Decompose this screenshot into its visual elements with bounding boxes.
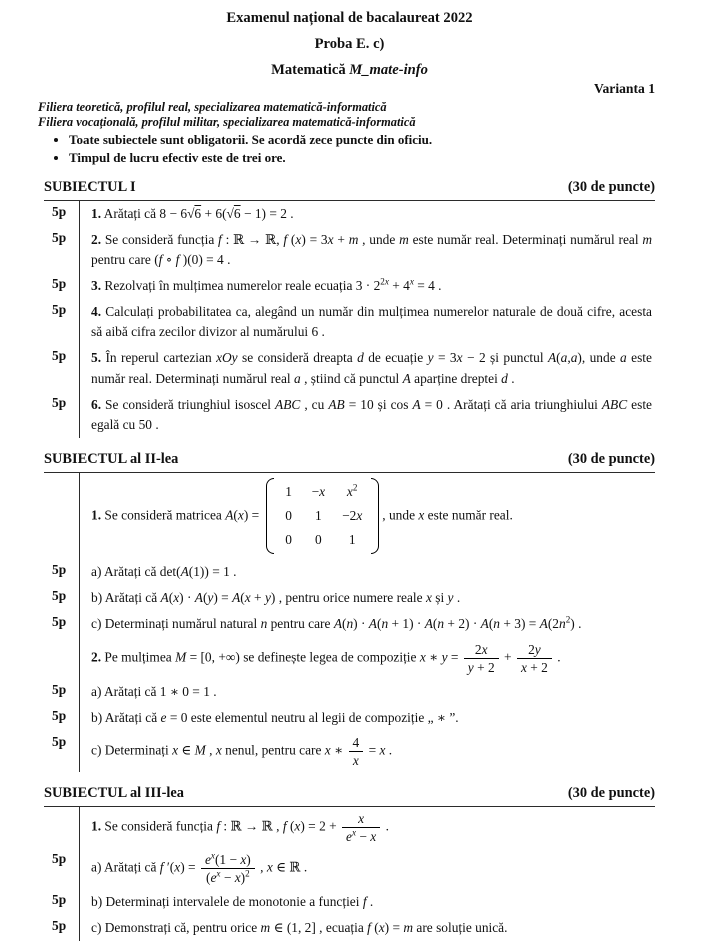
problem-row xyxy=(44,638,655,679)
math-italic: y xyxy=(264,590,271,606)
superscript xyxy=(211,850,215,860)
fraction xyxy=(349,735,364,768)
points-cell: 5p xyxy=(52,588,67,604)
problem-text: a) Arătați că 1 ∗ 0 = 1 . xyxy=(79,679,655,705)
fraction-numerator: $e^x(1 - x)$ xyxy=(201,852,255,869)
math-italic: x xyxy=(294,818,301,834)
math-italic: n xyxy=(346,616,354,632)
math-italic: m xyxy=(399,231,409,247)
text-span xyxy=(342,482,362,502)
math-italic: e xyxy=(160,709,167,725)
fraction xyxy=(517,642,552,675)
math-italic: e xyxy=(204,851,211,867)
math-italic: ABC xyxy=(275,396,301,412)
bold-text: 5. xyxy=(91,350,102,366)
problem-text: 1. Se consideră funcția f : ℝ → ℝ , f (x) = 2 + $\frac{x}{e^x - x}$ . xyxy=(79,807,655,848)
problem-row xyxy=(44,611,655,637)
math-italic: y xyxy=(534,641,541,657)
math-italic: n xyxy=(493,616,500,632)
problem-text: c) Determinați x ∈ M , x nenul, pentru care x ∗ $\frac{4}{x}$ = x . xyxy=(79,731,655,772)
points-cell: 5p xyxy=(52,229,67,245)
points-cell: 5p xyxy=(52,394,67,410)
problem-text: 4. Calculați probabilitatea ca, alegând un număr din mulțimea numerelor naturale de două cifre, acesta să aibă cifra zecilor divizor al numărului 6 . xyxy=(79,299,655,345)
text-span: 0 xyxy=(285,532,292,548)
bold-text: 1. xyxy=(91,507,102,523)
subject-header xyxy=(44,451,655,468)
text-span: 1 xyxy=(314,507,322,523)
math-italic: x xyxy=(352,752,359,768)
math-italic: x xyxy=(358,810,365,826)
problem-text: 3. Rezolvați în mulțimea numerelor reale ecuația $3 \cdot 2^{2x} + 4^x = 4$ . xyxy=(79,273,655,299)
math-italic: f xyxy=(216,818,221,834)
math-italic: ABC xyxy=(601,396,628,412)
problem-row xyxy=(44,807,655,848)
text-span: 1 xyxy=(348,532,356,548)
points-cell: 5p xyxy=(52,276,67,292)
subject-title: SUBIECTUL al II-lea xyxy=(44,450,179,467)
bold-text: 4. xyxy=(91,304,102,320)
math-italic: d xyxy=(501,370,508,386)
math-italic: A xyxy=(333,616,342,632)
bold-text: 1. xyxy=(91,818,102,834)
fraction xyxy=(342,811,380,844)
math-italic: A xyxy=(539,616,548,632)
points-cell: 5p xyxy=(52,614,67,630)
math-italic: x xyxy=(244,590,251,606)
math-italic: n xyxy=(260,616,268,632)
math-italic: x xyxy=(418,507,425,523)
subject-points: (30 de puncte) xyxy=(567,784,655,801)
math-italic: f xyxy=(158,251,163,267)
math-italic: y xyxy=(467,659,474,675)
fraction-denominator: $(e^x - x)^2$ xyxy=(206,868,250,885)
instruction-item-2: • Timpul de lucru efectiv este de trei ore. xyxy=(69,150,655,166)
math-italic: f xyxy=(175,251,180,267)
problem-text: c) Determinați numărul natural n pentru care $A(n) \cdot A(n + 1) \cdot A(n + 2) \cdot A(n + 3) = A(2n^2)$ . xyxy=(79,611,655,637)
problem-row xyxy=(44,201,655,227)
math-italic: x xyxy=(520,659,527,675)
math-italic: y xyxy=(207,590,214,606)
points-cell: 5p xyxy=(52,707,67,723)
math-italic: m xyxy=(348,231,359,247)
math-italic: x xyxy=(419,649,426,665)
subject-points: (30 de puncte) xyxy=(567,178,655,195)
instruction-item-1: • Toate subiectele sunt obligatorii. Se acordă zece puncte din oficiu. xyxy=(69,132,655,148)
points-cell xyxy=(44,473,79,559)
sqrt-radicand: 6 xyxy=(194,205,202,221)
math-italic: y xyxy=(441,649,448,665)
math-italic: x xyxy=(216,868,221,879)
text-span: 1 xyxy=(285,483,292,499)
math-italic: M xyxy=(175,649,187,665)
superscript xyxy=(352,827,356,837)
math-italic: x xyxy=(379,742,386,758)
subject-section xyxy=(44,179,655,438)
math-italic: M xyxy=(194,742,206,758)
math-italic: f xyxy=(367,919,371,935)
math-italic: e xyxy=(346,828,352,844)
points-cell: 5p xyxy=(52,302,67,318)
fraction-numerator: 2y xyxy=(517,642,552,659)
math-italic: x xyxy=(295,231,302,247)
points-cell: 5p xyxy=(52,348,67,364)
fraction-numerator xyxy=(342,811,380,828)
math-italic: e xyxy=(210,869,217,885)
math-italic: M_mate-info xyxy=(349,62,428,78)
math-italic: f xyxy=(362,893,367,909)
points-cell: 5p xyxy=(52,917,67,933)
fraction xyxy=(464,642,499,675)
math-italic: x xyxy=(351,827,357,838)
math-italic: y xyxy=(427,350,434,366)
problems-block xyxy=(44,200,655,438)
problem-text: a) Arătați că det(A(1)) = 1 . xyxy=(79,559,655,585)
variant-label: Varianta 1 xyxy=(593,81,655,96)
superscript xyxy=(216,868,220,878)
math-italic: A xyxy=(160,590,169,606)
subject-section xyxy=(44,785,655,941)
filiera-line-2: Filiera vocațională, profilul militar, specializarea matematică-informatică xyxy=(38,114,416,129)
math-italic: f xyxy=(283,231,288,247)
math-italic: x xyxy=(266,859,273,875)
subject-points: (30 de puncte) xyxy=(567,450,655,467)
superscript: 2 xyxy=(245,868,250,879)
matrix xyxy=(266,478,380,554)
math-italic: x xyxy=(324,742,331,758)
math-italic: xOy xyxy=(216,350,238,366)
problem-row xyxy=(44,392,655,438)
math-italic: A xyxy=(547,350,557,366)
fraction-denominator: x + 2 xyxy=(520,659,548,675)
subject-header xyxy=(44,179,655,196)
problem-row xyxy=(44,559,655,585)
math-italic: AB xyxy=(328,396,345,412)
superscript: 2 xyxy=(352,482,358,493)
math-italic: x xyxy=(481,641,488,657)
filiera-line-1: Filiera teoretică, profilul real, specializarea matematică-informatică xyxy=(38,100,387,114)
math-italic: n xyxy=(381,616,389,632)
problem-text: 2. Se consideră funcția f : ℝ → ℝ, f (x) = 3x + m , unde m este număr real. Determinați numărul real m pentru care (f ∘ f )(0) = 4 . xyxy=(79,227,655,273)
math-italic: A xyxy=(480,616,489,632)
math-italic: x xyxy=(173,590,180,606)
math-italic: y xyxy=(447,590,454,606)
matrix-paren xyxy=(266,478,274,554)
math-italic: x xyxy=(370,828,377,844)
exam-proba: Proba E. c) xyxy=(314,36,385,52)
exam-title: Examenul național de bacalaureat 2022 xyxy=(226,10,473,26)
problem-row xyxy=(44,345,655,391)
fraction-numerator: 4 xyxy=(349,735,364,752)
math-italic: x xyxy=(215,742,222,758)
subjects-container xyxy=(44,179,655,941)
problem-text: 6. Se consideră triunghiul isoscel ABC , cu AB = 10 și cos A = 0 . Arătați că aria triunghiului ABC este egală cu 50 . xyxy=(79,392,655,438)
bold-text: 2. xyxy=(91,649,102,665)
problem-row xyxy=(44,679,655,705)
points-cell: 5p xyxy=(52,681,67,697)
math-italic: A xyxy=(180,564,189,580)
math-italic: m xyxy=(260,919,271,935)
math-italic: x xyxy=(240,851,247,867)
problem-text: b) Arătați că A(x) · A(y) = A(x + y) , pentru orice numere reale x și y . xyxy=(79,585,655,611)
problem-row xyxy=(44,273,655,299)
matrix-grid xyxy=(274,478,372,554)
bold-text: 6. xyxy=(91,396,102,412)
math-italic: x xyxy=(327,231,334,247)
math-italic: x xyxy=(346,483,353,499)
math-italic: x xyxy=(172,742,179,758)
math-italic: A xyxy=(424,616,433,632)
problem-row xyxy=(44,227,655,273)
points-cell: 5p xyxy=(52,203,67,219)
math-italic: A xyxy=(402,370,411,386)
subject-title: SUBIECTUL al III-lea xyxy=(44,784,184,801)
problem-text: 1. Arătați că 8 − 6√6 + 6(√6 − 1) = 2 . xyxy=(79,201,655,227)
problem-text: b) Determinați intervalele de monotonie a funcției f . xyxy=(79,889,655,915)
math-italic: x xyxy=(456,350,463,366)
math-italic: x xyxy=(356,507,363,523)
problem-row xyxy=(44,915,655,941)
problem-row xyxy=(44,705,655,731)
math-italic: x xyxy=(234,869,241,885)
problem-row xyxy=(44,731,655,772)
instructions-list xyxy=(44,132,655,166)
math-italic: n xyxy=(437,616,445,632)
math-italic: f xyxy=(159,859,164,875)
points-cell: 5p xyxy=(52,850,67,866)
points-cell: 5p xyxy=(52,733,67,749)
points-cell: 5p xyxy=(52,891,67,907)
math-italic: a xyxy=(620,350,627,366)
math-italic: A xyxy=(194,590,203,606)
math-italic: m xyxy=(642,231,653,247)
math-italic: x xyxy=(210,850,215,861)
fraction-numerator: 2x xyxy=(464,642,499,659)
points-cell xyxy=(44,638,79,679)
matrix-paren xyxy=(371,478,379,554)
problem-text: 2. Pe mulțimea M = [0, +∞) se definește legea de compoziție x ∗ y = $\frac{2x}{y + 2}$ + $\frac{2y}{x + 2}$ . xyxy=(79,638,655,679)
math-italic: f xyxy=(218,231,222,247)
math-italic: x xyxy=(384,276,389,287)
problems-block xyxy=(44,472,655,772)
text-span: −2x xyxy=(342,507,363,523)
math-italic: n xyxy=(559,616,566,632)
bold-text: 2. xyxy=(91,231,102,247)
math-italic: m xyxy=(403,919,414,935)
superscript: 2 xyxy=(565,614,571,625)
text-span: −x xyxy=(311,483,326,499)
math-italic: a xyxy=(570,350,578,366)
math-italic: a xyxy=(294,370,301,386)
superscript xyxy=(410,277,414,287)
math-italic: x xyxy=(378,919,385,935)
math-italic: f xyxy=(282,818,287,834)
math-italic: x xyxy=(425,590,432,606)
problem-text: a) Arătați că f ′(x) = $\frac{e^x(1 - x)}{(e^x - x)^2}$ , x ∈ ℝ . xyxy=(79,848,655,889)
text-span: 0 xyxy=(314,532,322,548)
subject-title: SUBIECTUL I xyxy=(44,178,136,195)
math-italic: A xyxy=(225,507,234,523)
subject-header xyxy=(44,785,655,802)
problem-row xyxy=(44,889,655,915)
problem-row xyxy=(44,585,655,611)
math-italic: x xyxy=(319,483,326,499)
math-italic: A xyxy=(368,616,377,632)
fraction-denominator: y + 2 xyxy=(467,659,495,675)
exam-subject-name: Matematică M_mate-info xyxy=(271,62,428,78)
text-span: 0 xyxy=(285,507,292,523)
problem-row xyxy=(44,473,655,559)
math-italic: x xyxy=(237,507,244,523)
fraction-denominator xyxy=(349,752,364,768)
sqrt-expression: (√6 − 1) xyxy=(222,205,266,221)
math-italic: a xyxy=(560,350,568,366)
math-italic: A xyxy=(232,590,241,606)
fraction-denominator: $e^x - x$ xyxy=(346,827,377,844)
fraction xyxy=(201,852,255,885)
superscript: 2x xyxy=(380,276,389,287)
bold-text: 1. xyxy=(91,205,102,221)
sqrt-expression: √6 xyxy=(187,205,202,221)
bold-text: 3. xyxy=(91,278,102,294)
math-italic: A xyxy=(412,396,421,412)
math-italic: d xyxy=(357,350,364,366)
points-cell xyxy=(44,807,79,848)
problem-text: c) Demonstrați că, pentru orice m ∈ (1, 2] , ecuația f (x) = m are soluție unică. xyxy=(79,915,655,941)
problem-row xyxy=(44,299,655,345)
problems-block xyxy=(44,806,655,941)
subject-section xyxy=(44,451,655,772)
math-italic: x xyxy=(409,276,414,287)
problem-text: b) Arătați că e = 0 este elementul neutru al legii de compoziție „ ∗ ”. xyxy=(79,705,655,731)
problem-text: 5. În reperul cartezian xOy se consideră dreapta d de ecuație y = 3x − 2 și punctul A(a,a), unde a este număr real. Determinați numărul real a , știind că punctul A aparține dreptei d . xyxy=(79,345,655,391)
sqrt-radicand: 6 xyxy=(233,205,241,221)
problem-row xyxy=(44,848,655,889)
points-cell: 5p xyxy=(52,562,67,578)
problem-text: 1. Se consideră matricea A(x) = 1 −x $x^2$ 0 1 −2x 0 0 1 , unde x este număr real. xyxy=(79,473,655,559)
math-italic: x xyxy=(174,859,181,875)
